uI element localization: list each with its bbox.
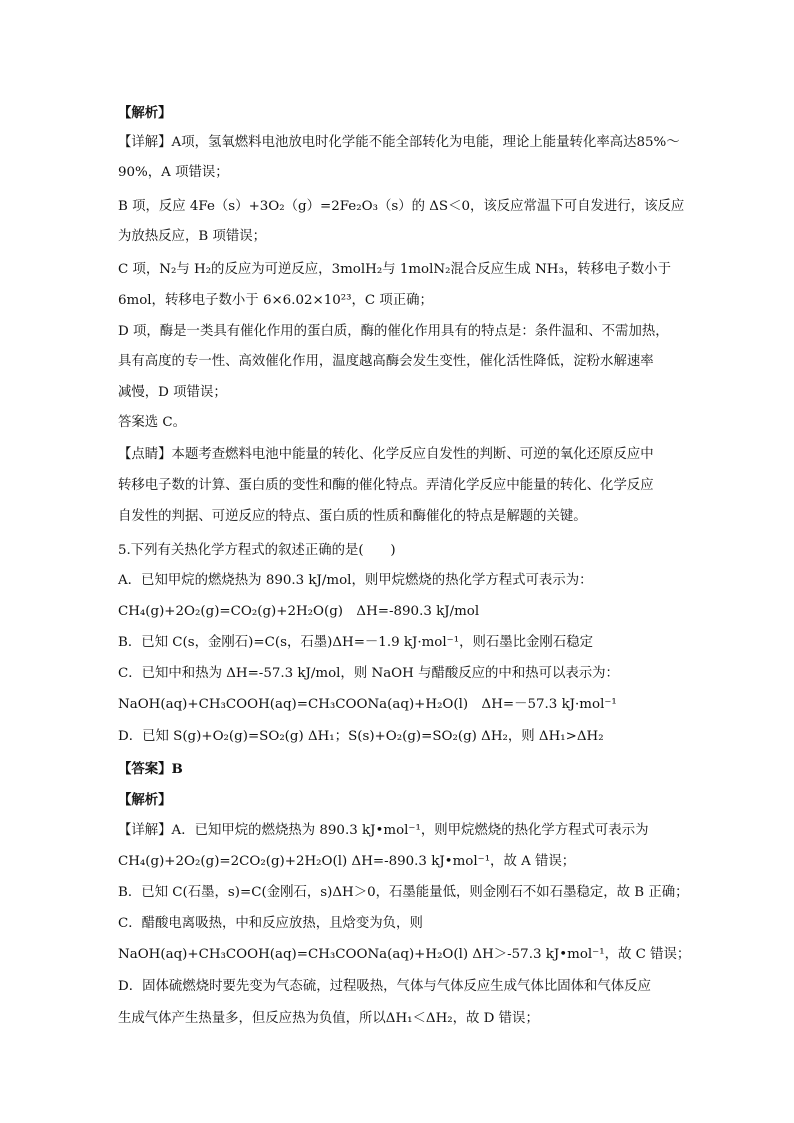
key-point-line: 【点睛】本题考查燃料电池中能量的转化、化学反应自发性的判断、可逆的氧化还原反应中 — [118, 447, 654, 462]
text-line: B．已知 C(石墨，s)=C(金刚石，s)ΔH＞0，石墨能量低，则金刚石不如石墨稳定，故 B 正确； — [118, 885, 689, 900]
equation-line: NaOH(aq)+CH₃COOH(aq)=CH₃COONa(aq)+H₂O(l) ΔH＞-57.3 kJ•mol⁻¹，故 C 错误； — [118, 947, 691, 962]
equation-line: CH₄(g)+2O₂(g)=CO₂(g)+2H₂O(g) ΔH=-890.3 kJ/mol — [118, 604, 480, 619]
option-b: B．已知 C(s，金刚石)=C(s，石墨)ΔH=－1.9 kJ·mol⁻¹，则石墨比金刚石稳定 — [118, 635, 593, 650]
text-line: B 项，反应 4Fe（s）+3O₂（g）=2Fe₂O₃（s）的 ΔS＜0，该反应常温下可自发进行，该反应 — [118, 199, 685, 214]
text-line: D．固体硫燃烧时要先变为气态硫，过程吸热，气体与气体反应生成气体比固体和气体反应 — [118, 979, 651, 994]
text-line: 【详解】A．已知甲烷的燃烧热为 890.3 kJ•mol⁻¹，则甲烷燃烧的热化学方程式可表示为 — [118, 823, 649, 838]
heading-analysis: 【解析】 — [118, 105, 172, 121]
text-line: C．醋酸电离吸热，中和反应放热，且焓变为负，则 — [118, 916, 423, 931]
option-c: C．已知中和热为 ΔH=-57.3 kJ/mol，则 NaOH 与醋酸反应的中和热可以表示为： — [118, 666, 619, 681]
text-line: 【详解】A项，氢氧燃料电池放电时化学能不能全部转化为电能，理论上能量转化率高达85%～ — [118, 135, 680, 150]
heading-analysis: 【解析】 — [118, 792, 172, 808]
text-line: 生成气体产生热量多，但反应热为负值，所以ΔH₁＜ΔH₂，故 D 错误； — [118, 1011, 539, 1026]
text-line: D 项，酶是一类具有催化作用的蛋白质，酶的催化作用具有的特点是：条件温和、不需加热， — [118, 324, 669, 339]
text-line: 答案选 C。 — [118, 415, 187, 430]
answer-label: 【答案】B — [118, 761, 183, 777]
equation-line: NaOH(aq)+CH₃COOH(aq)=CH₃COONa(aq)+H₂O(l) ΔH=－57.3 kJ·mol⁻¹ — [118, 697, 617, 712]
text-line: 6mol，转移电子数小于 6×6.02×10²³，C 项正确； — [118, 293, 433, 308]
text-line: 90%，A 项错误； — [118, 165, 229, 180]
text-line: C 项，N₂与 H₂的反应为可逆反应，3molH₂与 1molN₂混合反应生成 NH₃，转移电子数小于 — [118, 262, 671, 277]
text-line: 为放热反应，B 项错误； — [118, 229, 267, 244]
option-d: D．已知 S(g)+O₂(g)=SO₂(g) ΔH₁；S(s)+O₂(g)=SO₂(g) ΔH₂，则 ΔH₁>ΔH₂ — [118, 729, 604, 744]
text-line: 自发性的判据、可逆反应的特点、蛋白质的性质和酶催化的特点是解题的关键。 — [118, 509, 587, 524]
text-line: 减慢，D 项错误； — [118, 385, 227, 400]
equation-line: CH₄(g)+2O₂(g)=2CO₂(g)+2H₂O(l) ΔH=-890.3 kJ•mol⁻¹，故 A 错误； — [118, 854, 576, 869]
text-line: 具有高度的专一性、高效催化作用，温度越高酶会发生变性，催化活性降低，淀粉水解速率 — [118, 354, 654, 369]
option-a: A．已知甲烷的燃烧热为 890.3 kJ/mol，则甲烷燃烧的热化学方程式可表示为： — [118, 573, 593, 588]
question-stem: 5.下列有关热化学方程式的叙述正确的是( ) — [118, 543, 396, 558]
text-line: 转移电子数的计算、蛋白质的变性和酶的催化特点。弄清化学反应中能量的转化、化学反应 — [118, 478, 654, 493]
